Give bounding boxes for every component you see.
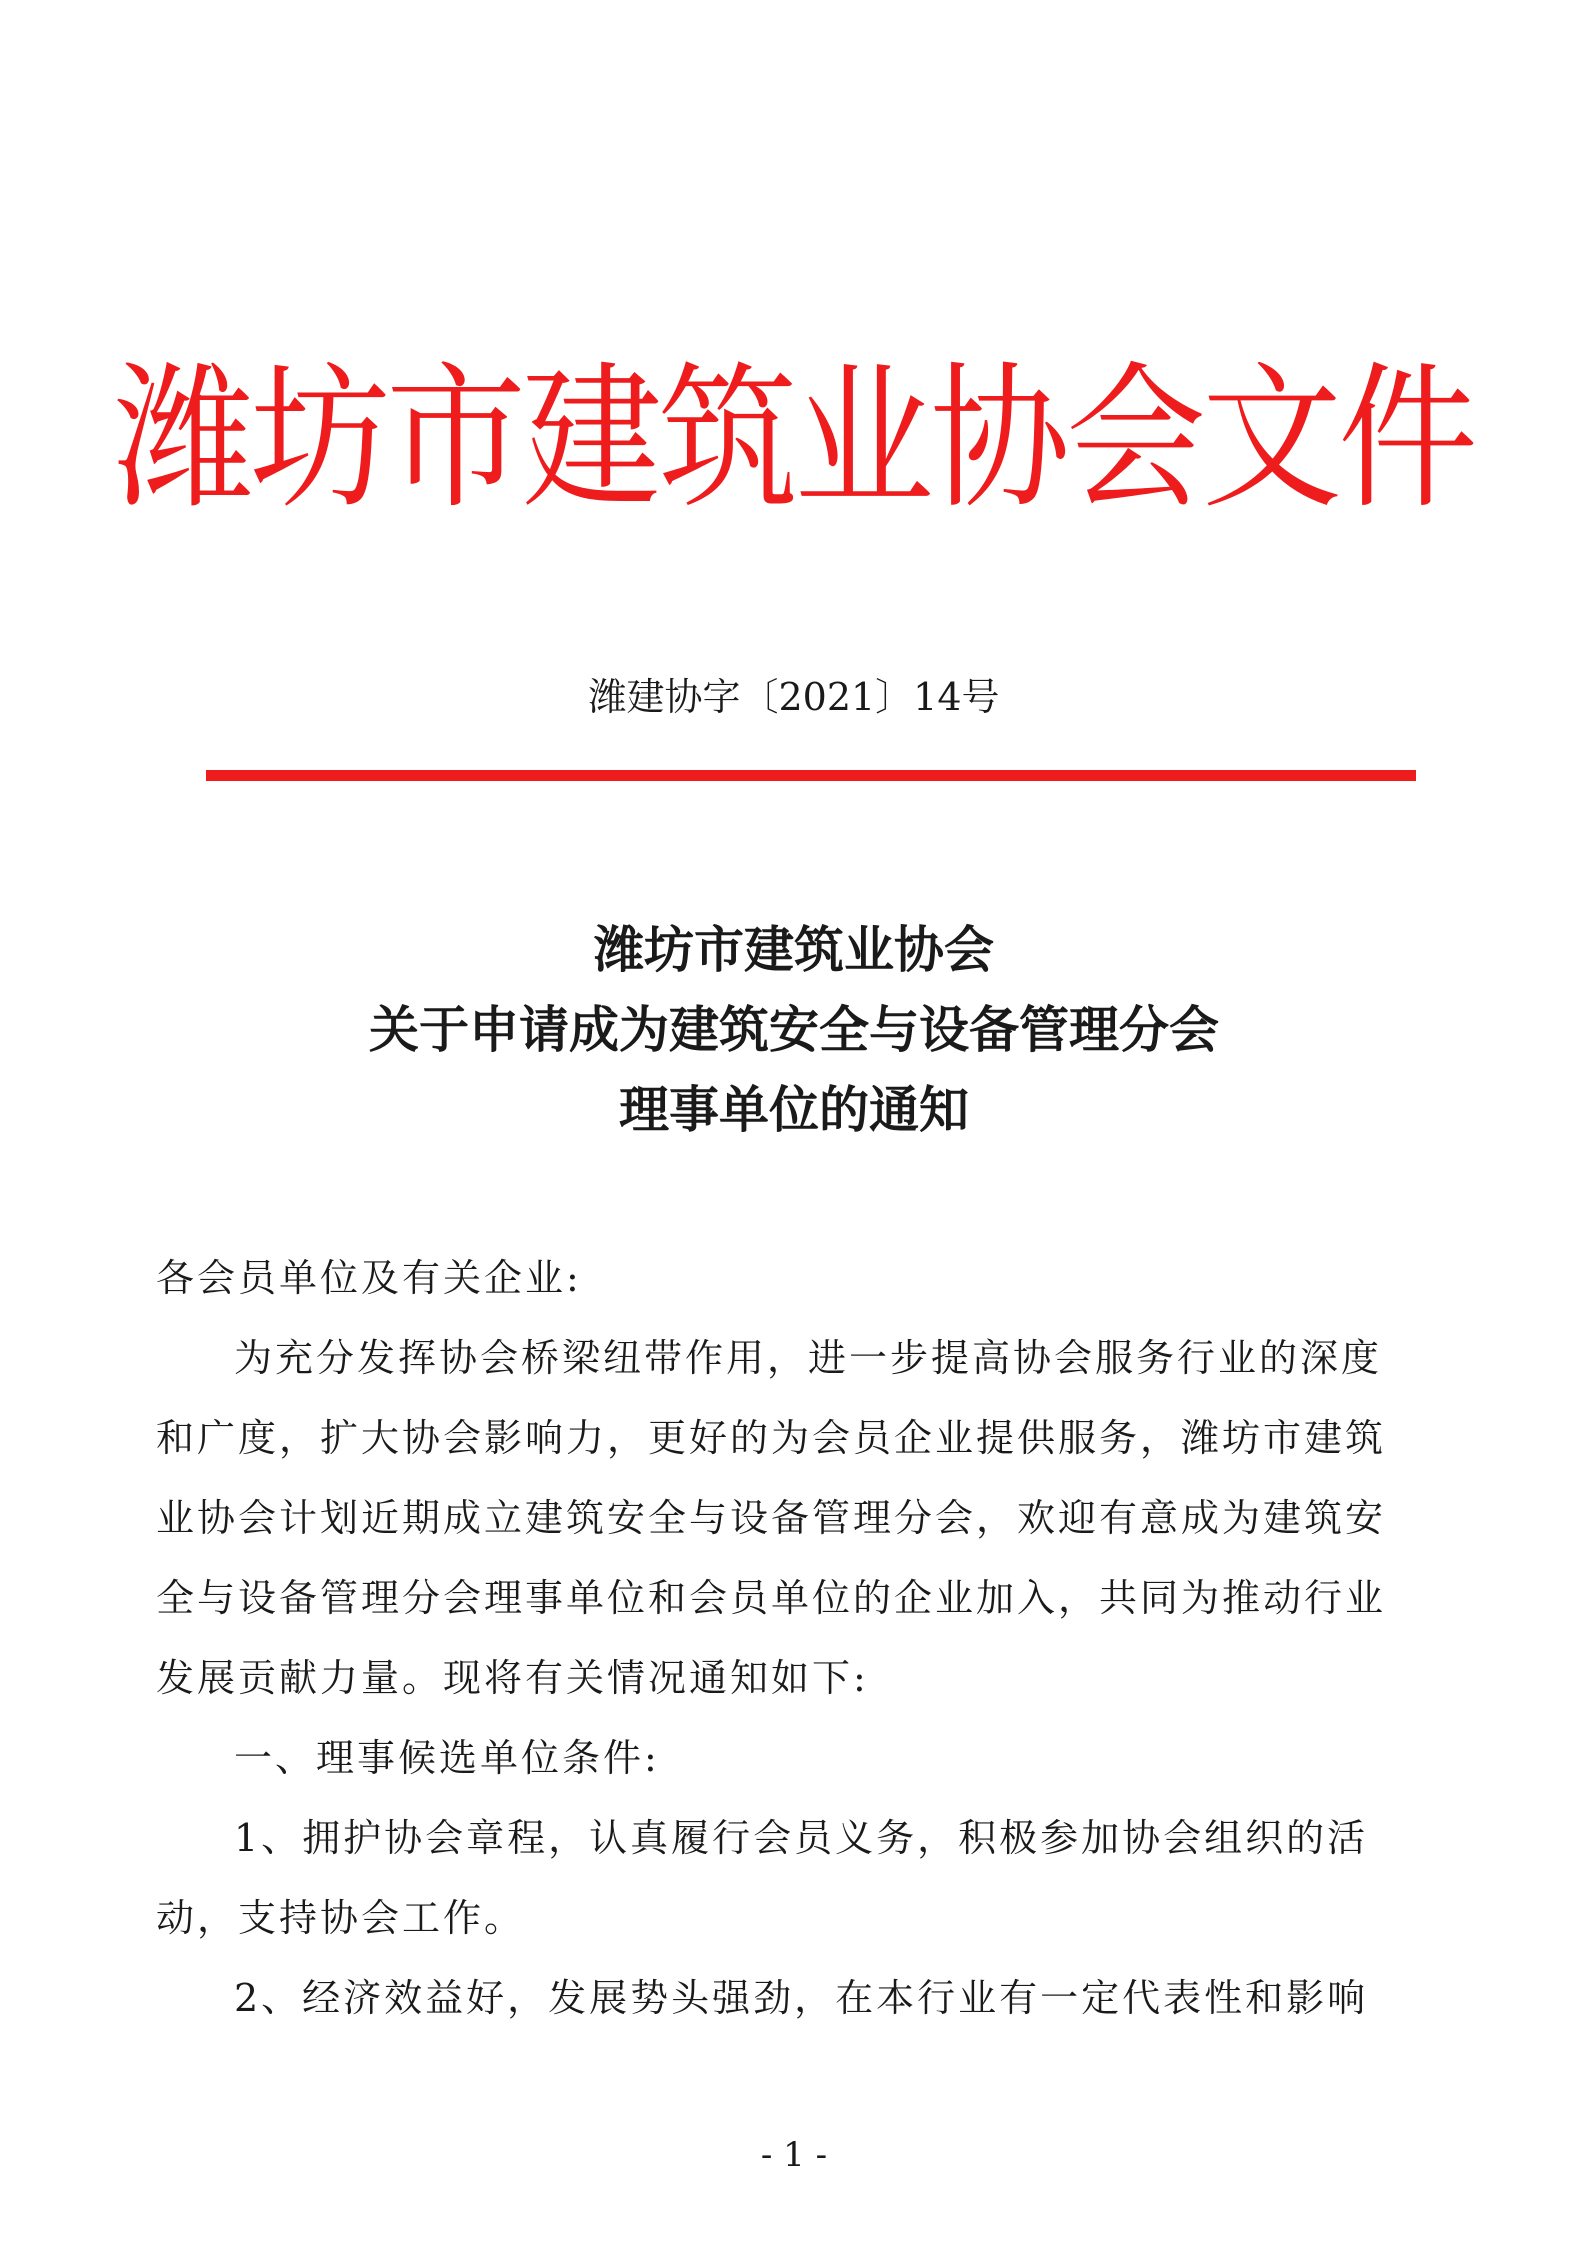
page-number: - 1 - [760, 2135, 828, 2175]
body-line-1: 为充分发挥协会桥梁纽带作用，进一步提高协会服务行业的深度 [234, 1336, 1383, 1380]
body-line-7: 1、拥护协会章程，认真履行会员义务，积极参加协会组织的活 [234, 1816, 1369, 1860]
title-line-1: 潍坊市建筑业协会 [594, 920, 994, 979]
title-line-3: 理事单位的通知 [619, 1080, 969, 1139]
document-number: 潍建协字〔2021〕14号 [588, 675, 1000, 719]
title-line-2: 关于申请成为建筑安全与设备管理分会 [369, 1000, 1219, 1059]
header-divider [206, 770, 1416, 781]
document-body [156, 1238, 1446, 2038]
body-line-4: 全与设备管理分会理事单位和会员单位的企业加入，共同为推动行业 [156, 1576, 1387, 1620]
body-line-5: 发展贡献力量。现将有关情况通知如下: [156, 1656, 869, 1700]
document-masthead: 潍坊市建筑业协会文件 [113, 348, 1474, 531]
body-line-3: 业协会计划近期成立建筑安全与设备管理分会，欢迎有意成为建筑安 [156, 1496, 1387, 1540]
body-line-2: 和广度，扩大协会影响力，更好的为会员企业提供服务，潍坊市建筑 [156, 1416, 1387, 1460]
document-title [0, 910, 1588, 1150]
salutation: 各会员单位及有关企业: [156, 1256, 582, 1300]
body-line-9: 2、经济效益好，发展势头强劲，在本行业有一定代表性和影响 [234, 1976, 1369, 2020]
section-heading-1: 一、理事候选单位条件: [234, 1736, 660, 1780]
body-line-8: 动，支持协会工作。 [156, 1896, 526, 1940]
